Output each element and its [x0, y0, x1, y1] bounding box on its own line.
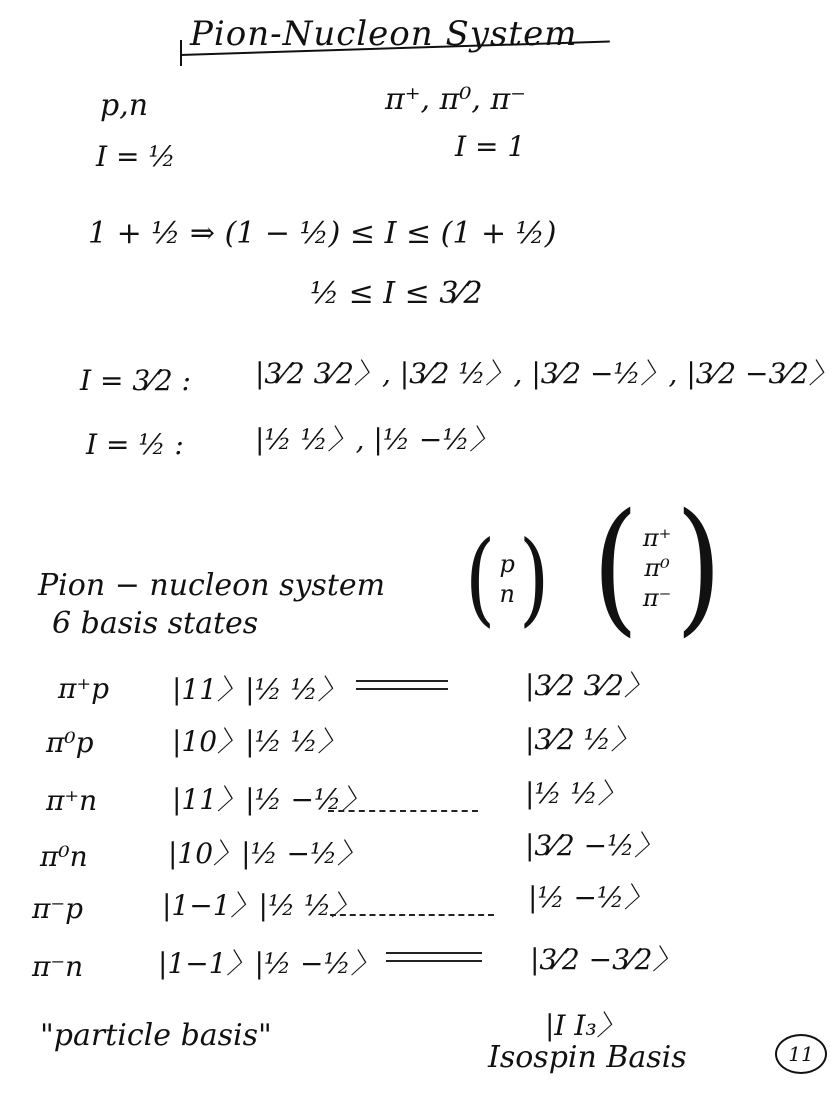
page-title: Pion-Nucleon System [190, 14, 578, 54]
row-particle: π⁻n [32, 950, 84, 983]
row-product: |11〉|½ −½〉 [172, 783, 370, 816]
nucleon-label: p,n [100, 88, 149, 123]
vector-entry: π⁺ [642, 524, 672, 552]
pion-label: π⁺, π⁰, π⁻ [385, 82, 526, 117]
row-particle: π⁺n [46, 784, 98, 817]
row-isospin: |3⁄2 −3⁄2〉 [530, 943, 681, 976]
row-product: |10〉|½ ½〉 [172, 725, 346, 758]
row-particle: π⁺p [58, 672, 110, 705]
basis-count: 6 basis states [52, 606, 259, 641]
i12-states: |½ ½〉, |½ −½〉 [255, 423, 498, 456]
left-paren: ( [465, 520, 496, 638]
isospin-ket: |I I₃〉 [545, 1009, 625, 1042]
row-isospin: |3⁄2 ½〉 [525, 723, 639, 756]
row-product: |1−1〉|½ ½〉 [162, 889, 360, 922]
vector-entry: p [499, 550, 515, 578]
pion-vector [592, 484, 723, 651]
equals-connector [356, 680, 448, 690]
row-isospin: |3⁄2 −½〉 [525, 829, 663, 862]
system-label: Pion − nucleon system [38, 568, 386, 603]
coupling-inequality: 1 + ½ ⇒ (1 − ½) ≤ I ≤ (1 + ½) [88, 216, 557, 251]
row-isospin: |½ −½〉 [528, 881, 653, 914]
vector-entry: π⁻ [642, 584, 672, 612]
dashed-connector [328, 810, 478, 812]
particle-basis-label: "particle basis" [40, 1018, 272, 1053]
row-product: |10〉|½ −½〉 [168, 837, 366, 870]
i12-label: I = ½ : [86, 428, 184, 461]
row-particle: π⁰n [40, 840, 88, 873]
row-product: |11〉|½ ½〉 [172, 673, 346, 706]
row-product: |1−1〉|½ −½〉 [158, 947, 379, 980]
equals-connector [386, 952, 482, 962]
row-isospin: |½ ½〉 [525, 777, 626, 810]
vector-entry: π⁰ [644, 554, 670, 582]
i32-states: |3⁄2 3⁄2〉, |3⁄2 ½〉, |3⁄2 −½〉, |3⁄2 −3⁄2〉 [255, 357, 837, 390]
page-number-badge [775, 1034, 827, 1074]
nucleon-isospin: I = ½ [96, 140, 176, 173]
row-isospin: |3⁄2 3⁄2〉 [525, 669, 652, 702]
isospin-basis-label: Isospin Basis [488, 1040, 687, 1075]
right-paren: ) [518, 520, 550, 638]
pion-isospin: I = 1 [455, 130, 526, 163]
i32-label: I = 3⁄2 : [80, 364, 191, 397]
nucleon-vector [465, 520, 550, 638]
row-particle: π⁰p [46, 726, 94, 759]
right-paren: ) [675, 484, 723, 651]
vector-entry: n [499, 580, 515, 608]
left-paren: ( [592, 484, 639, 651]
dashed-connector [330, 914, 494, 916]
page-number: 11 [788, 1042, 814, 1066]
isospin-range: ½ ≤ I ≤ 3⁄2 [310, 276, 483, 311]
row-particle: π⁻p [32, 892, 84, 925]
